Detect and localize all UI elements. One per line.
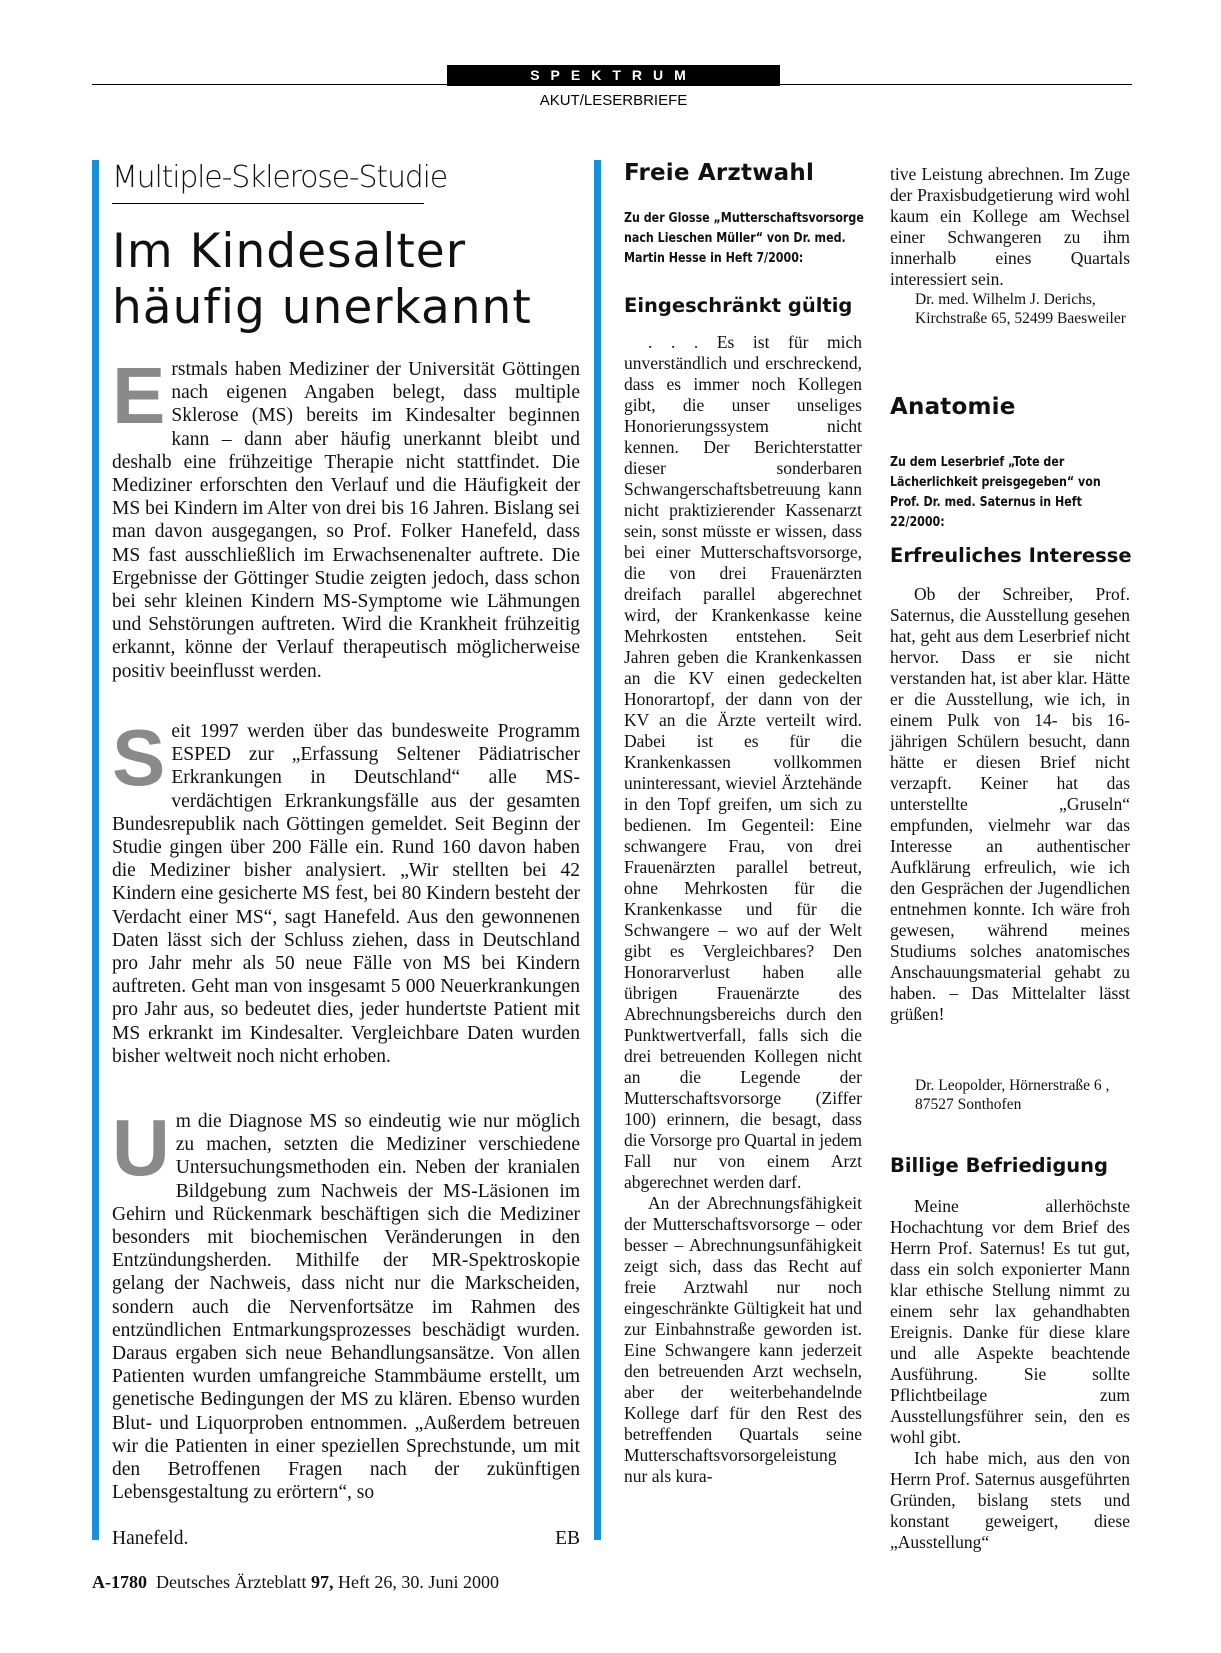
section-banner: SPEKTRUM xyxy=(447,65,780,86)
letter-1-paragraph-2: An der Abrechnungsfähigkeit der Mutterschaftsvorsorge – oder besser – Abrechnungsunfähigkeit zeigt sich, dass das Recht auf freie Arztwahl nur noch eingeschränkte Gültigkeit hat und zur Einbahnstraße geworden ist. Eine Schwangere kann jederzeit den betreuenden Arzt wechseln, aber der weiterbehandelnde Kollege darf für den Rest des betreffenden Quartals seine Mutterschaftsvorsorgeleistung nur als kura- xyxy=(624,1193,862,1486)
paragraph-1-text: rstmals haben Mediziner der Universität Göttingen nach eigenen Angaben belegt, dass multiple Sklerose (MS) bereits im Kindesalter beginnen kann – dann aber häufig unerkannt bleibt und deshalb eine frühzeitige Therapie nicht stattfindet. Die Mediziner erforschten den Verlauf und die Häufigkeit der MS bei Kindern im Alter von drei bis 16 Jahren. Bislang sei man davon ausgegangen, so Prof. Folker Hanefeld, dass MS fast ausschließlich im Erwachsenenalter auftrete. Die Ergebnisse der Göttinger Studie zeigten jedoch, dass schon bei sehr kleinen Kindern MS-Symptome wie Lähmungen und Sehstörungen auftreten. Wird die Krankheit frühzeitig erkannt, könne der Verlauf therapeutisch möglicherweise positiv beeinflusst werden. xyxy=(112,359,580,682)
letter-1-paragraph-3: tive Leistung abrechnen. Im Zuge der Praxisbudgetierung wird wohl kaum ein Kollege am Wechsel einer Schwangeren zu ihm innerhalb eines Quartals interessiert sein. xyxy=(890,164,1130,289)
page-number: A-1780 xyxy=(92,1572,147,1592)
article-accent-bar xyxy=(92,160,99,1540)
paragraph-2-text: eit 1997 werden über das bundesweite Programm ESPED zur „Erfassung Seltener Pädiatrischer Erkrankungen in Deutschland“ alle MS-verdächtigen Erkrankungsfälle aus der gesamten Bundesrepublik nach Göttingen gemeldet. Seit Beginn der Studie gingen über 200 Fälle ein. Rund 160 davon haben die Mediziner bisher analysiert. „Wir stellten bei 42 Kindern eine gesicherte MS fest, bei 80 Kindern besteht der Verdacht einer MS“, sagt Hanefeld. Aus den gewonnenen Daten lässt sich der Schluss ziehen, dass in Deutschland pro Jahr mehr als 50 neue Fälle von MS bei Kindern auftreten. Geht man von insgesamt 5 000 Neuerkrankungen pro Jahr aus, so bedeutet dies, jeder hundertste Patient mit MS erkrankt im Kindesalter. Vergleichbare Daten wurden bisher weltweit noch nicht erhoben. xyxy=(112,721,580,1067)
letter-2-body xyxy=(890,584,1130,1025)
journal-name: Deutsches Ärzteblatt xyxy=(156,1572,307,1592)
letter-3-paragraph-1: Meine allerhöchste Hochachtung vor dem Brief des Herrn Prof. Saternus! Es tut gut, dass ein solch exponierter Mann klar ethische Stellung nimmt zu einem sehr lax gehandhabten Ereignis. Danke für diese klare und alle Aspekte beachtende Ausführung. Sie sollte Pflichtbeilage zum Ausstellungsführer sein, den es wohl gibt. xyxy=(890,1196,1130,1447)
subsection-label: AKUT/LESERBRIEFE xyxy=(539,92,688,109)
dropcap-e: E xyxy=(112,351,166,440)
letter-2-paragraph-1: Ob der Schreiber, Prof. Saternus, die Ausstellung gesehen hat, geht aus dem Leserbrief nicht hervor. Dass er sie nicht verstanden hat, ist aber klar. Hätte er die Ausstellung, wie ich, in einem Pulk von 14- bis 16-jährigen Schülern besucht, dann hätte er diesen Brief nicht verzapft. Keiner hat das unterstellte „Gruseln“ empfunden, vielmehr war das Interesse an authentischer Aufklärung erfreulich, wie ich den Gesprächen der Jugendlichen entnehmen konnte. Ich wäre froh gewesen, während meines Studiums solches anatomisches Anschauungsmaterial gehabt zu haben. – Das Mittelalter lässt grüßen! xyxy=(890,584,1130,1024)
dropcap-u: U xyxy=(112,1103,170,1192)
article-last-word: Hanefeld. xyxy=(112,1528,189,1549)
issue-info: Heft 26, 30. Juni 2000 xyxy=(337,1572,499,1592)
letter-1-continuation xyxy=(890,164,1130,290)
article-paragraph-1 xyxy=(112,351,580,683)
letter-1-paragraph-1: . . . Es ist für mich unverständlich und erschreckend, dass es immer noch Kollegen gibt, die unser unseliges Honorierungssystem nicht kennen. Der Berichterstatter dieser sonderbaren Schwangerschaftsbetreuung kann nicht praktizierender Kassenarzt sein, sonst müsste er wissen, dass bei einer Mutterschaftsvorsorge, die von drei Frauenärzten dreifach parallel abgerechnet wird, der Krankenkasse keine Mehrkosten entstehen. Seit Jahren geben die Krankenkassen an die KV einen gedeckelten Honorartopf, der dann von der KV an die Ärzte verteilt wird. Dabei ist es für die Krankenkassen vollkommen uninteressant, wieviel Ärztehände in den Topf greifen, um sich zu bedienen. Im Gegenteil: Eine schwangere Frau, von drei Frauenärzten parallel betreut, ohne Mehrkosten für die Krankenkasse und für die Schwangere – wo auf der Welt gibt es Vergleichbares? Den Honorarverlust haben alle übrigen Frauenärzte des Abrechnungsbereichs durch den Punktwertverfall, falls sich die drei betreuenden Kollegen nicht an die Legende der Mutterschaftsvorsorge (Ziffer 100) erinnern, die besagt, dass die Vorsorge pro Quartal in jedem Fall nur von einem Arzt abgerechnet werden darf. xyxy=(624,332,862,1192)
article-paragraph-3 xyxy=(112,1103,580,1504)
article-headline xyxy=(112,224,562,336)
letter-1-signature: Dr. med. Wilhelm J. Derichs, Kirchstraße 65, 52499 Baesweiler xyxy=(915,291,1126,327)
article-kicker: Multiple-Sklerose-Studie xyxy=(112,160,447,195)
headline-line-2: häufig unerkannt xyxy=(112,280,532,335)
section-title-anatomie: Anatomie xyxy=(890,394,1016,420)
page-footer xyxy=(92,1572,499,1593)
letter-3-paragraph-2: Ich habe mich, aus den von Herrn Prof. Saternus ausgeführten Gründen, bislang stets und konstant geweigert, diese „Ausstellung“ xyxy=(890,1448,1130,1552)
letters-accent-bar xyxy=(594,160,601,1540)
letter-reference-1: Zu der Glosse „Mutterschaftsvorsorge nach Lieschen Müller“ von Dr. med. Martin Hesse in Heft 7/2000: xyxy=(624,210,864,266)
letter-title-billige: Billige Befriedigung xyxy=(890,1154,1108,1177)
author-initials: EB xyxy=(555,1528,580,1549)
letter-title-erfreuliches: Erfreuliches Interesse xyxy=(890,544,1132,567)
headline-line-1: Im Kindesalter xyxy=(112,224,467,279)
article-signoff xyxy=(112,1528,580,1550)
paragraph-3-text: m die Diagnose MS so eindeutig wie nur möglich zu machen, setzten die Mediziner verschiedene Untersuchungsmethoden ein. Neben der kranialen Bildgebung zum Nachweis der MS-Läsionen im Gehirn und Rückenmark beschäftigen sich die Mediziner besonders mit biochemischen Veränderungen in den Entzündungsherden. Mithilfe der MR-Spektroskopie gelang der Nachweis, dass nicht nur die Markscheiden, sondern auch die Nervenfortsätze im Rahmen des entzündlichen Entmarkungsprozesses beschädigt wurden. Daraus ergaben sich neue Behandlungsansätze. Von allen Patienten wurden umfangreiche Stammbäume erstellt, um genetische Bedingungen der MS zu klären. Ebenso wurden Blut- und Liquorproben entnommen. „Außerdem betreuen wir die Patienten in einer speziellen Sprechstunde, um mit den Betroffenen Fragen nach der zukünftigen Lebensgestaltung zu erörtern“, so xyxy=(112,1111,580,1504)
letter-title-eingeschraenkt: Eingeschränkt gültig xyxy=(624,294,853,317)
dropcap-s: S xyxy=(112,713,166,802)
letter-1-body xyxy=(624,332,862,1487)
journal-volume: 97, xyxy=(310,1572,334,1592)
letter-reference-2: Zu dem Leserbrief „Tote der Lächerlichkeit preisgegeben“ von Prof. Dr. med. Saternus in Heft 22/2000: xyxy=(890,454,1101,530)
letter-2-signature: Dr. Leopolder, Hörnerstraße 6 , 87527 Sonthofen xyxy=(915,1077,1110,1113)
kicker-underline xyxy=(112,203,424,204)
letter-3-body xyxy=(890,1196,1130,1553)
section-title-freie-arztwahl: Freie Arztwahl xyxy=(624,160,815,186)
article-paragraph-2 xyxy=(112,713,580,1068)
